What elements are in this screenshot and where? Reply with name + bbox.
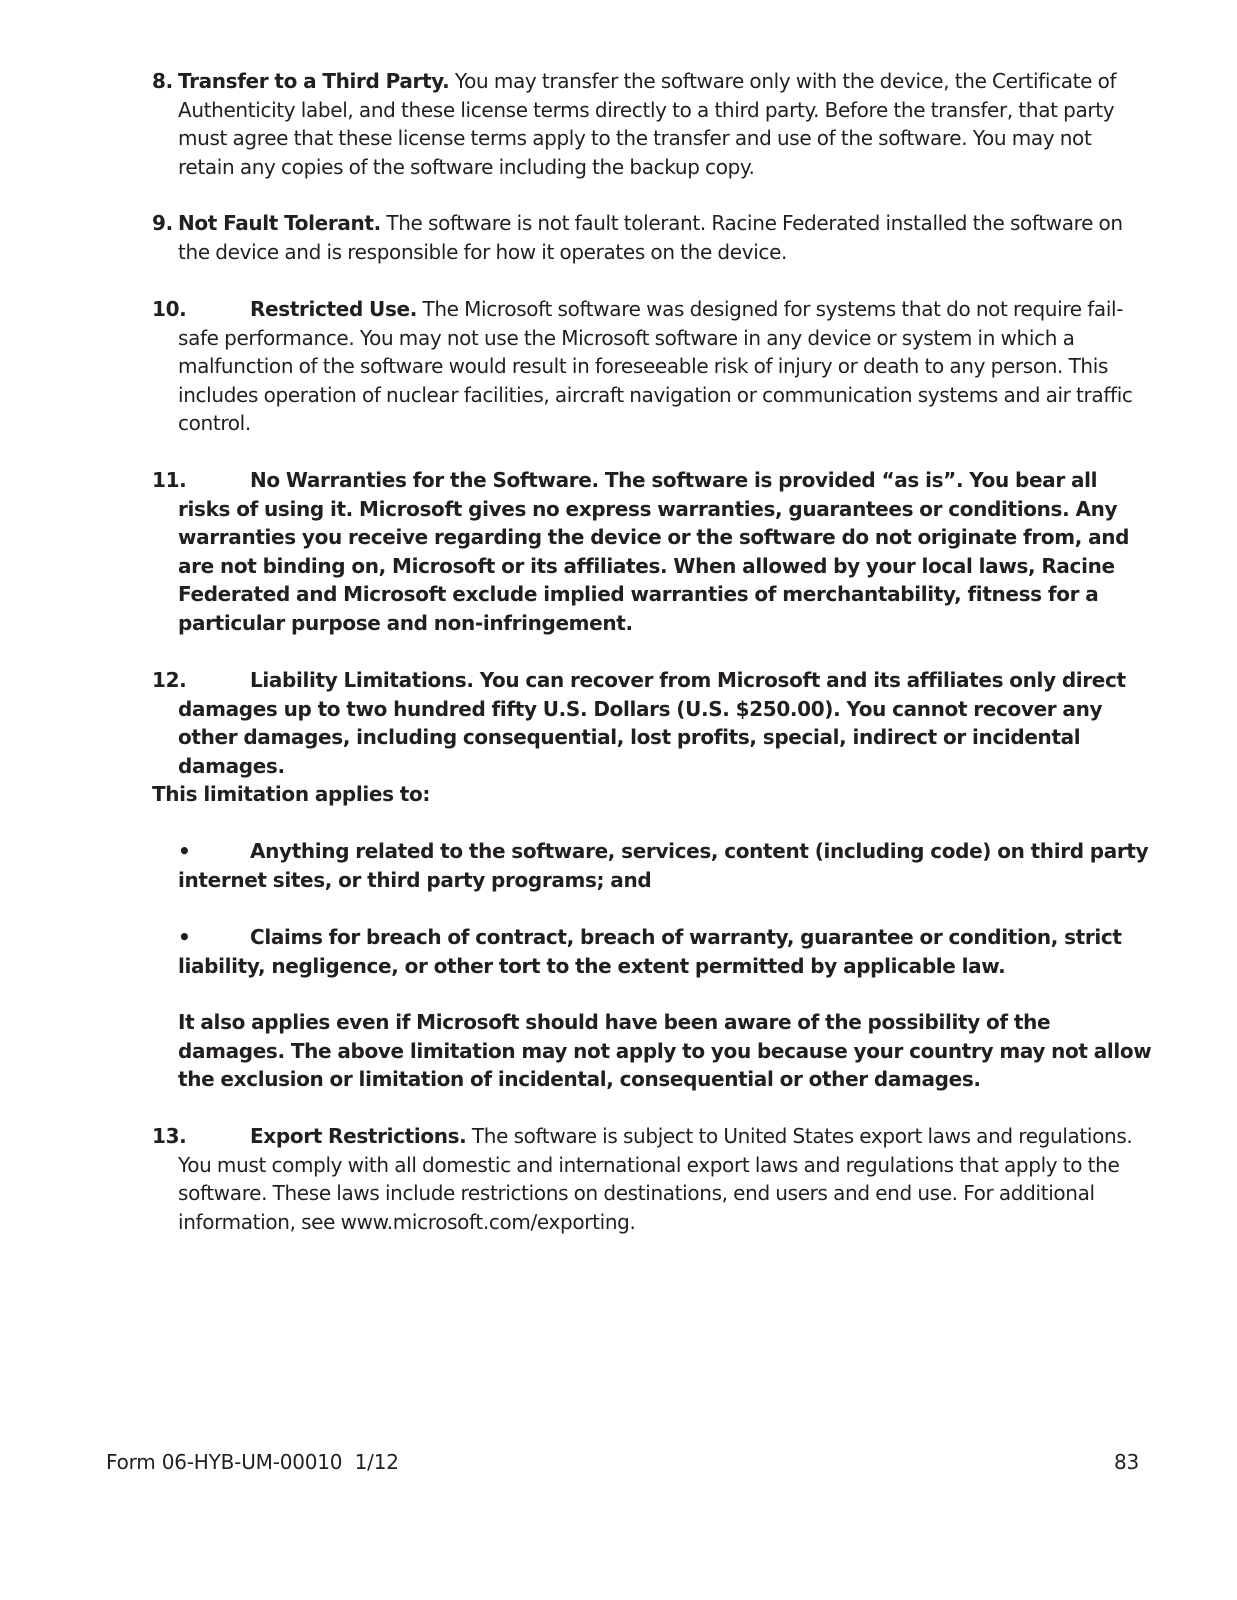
section-text: The software is provided “as is”. You bear all risks of using it. Microsoft gives no express warranties, guarantees or conditions. Any warranties you receive regarding the device or the software do not originate from, and are not binding on, Microsoft or its affiliates. When allowed by your local laws, Racine Federated and Microsoft exclude implied warranties of merchantability, fitness for a particular purpose and non-infringement. (178, 468, 1130, 635)
section-number: 12. (152, 668, 187, 692)
section-number: 11. (152, 468, 187, 492)
also-applies-paragraph: It also applies even if Microsoft should have been aware of the possibility of the damages. The above limitation may not apply to you because your country may not allow the exclusion or limitation of incidental, consequential or other damages. (178, 1010, 1152, 1092)
section-text: The Microsoft software was designed for systems that do not require fail-safe performance. You may not use the Microsoft software in any device or system in which a malfunction of the software would result in foreseeable risk of injury or death to any person. This includes operation of nuclear facilities, aircraft navigation or communication systems and air traffic control. (178, 297, 1133, 436)
form-number: Form 06-HYB-UM-00010 1/12 (106, 1450, 399, 1474)
section-heading: Transfer to a Third Party. (178, 69, 450, 93)
bullet-item-2 (178, 923, 1153, 980)
bullet-icon: • (178, 925, 191, 949)
section-number: 10. (152, 297, 187, 321)
section-text: The software is not fault tolerant. Racine Federated installed the software on the device and is responsible for how it operates on the device. (178, 211, 1123, 264)
limitation-intro: This limitation applies to: (152, 782, 431, 806)
section-10 (152, 295, 1153, 438)
section-heading: Liability Limitations. (250, 668, 474, 692)
section-number: 13. (152, 1124, 187, 1148)
bullet-icon: • (178, 839, 191, 863)
section-13 (152, 1122, 1153, 1236)
section-heading: Restricted Use. (250, 297, 417, 321)
section-number: 9. (152, 211, 173, 235)
section-12 (152, 666, 1153, 780)
section-9 (152, 209, 1153, 266)
section-text: You may transfer the software only with the device, the Certificate of Authenticity label, and these license terms directly to a third party. Before the transfer, that party must agree that these license terms apply to the transfer and use of the software. You may not retain any copies of the software including the backup copy. (178, 69, 1117, 179)
section-heading: Export Restrictions. (250, 1124, 467, 1148)
section-text: The software is subject to United States export laws and regulations. You must comply with all domestic and international export laws and regulations that apply to the software. These laws include restrictions on destinations, end users and end use. For additional information, see www.microsoft.com/exporting. (178, 1124, 1133, 1234)
section-number: 8. (152, 69, 173, 93)
section-text: You can recover from Microsoft and its affiliates only direct damages up to two hundred fifty U.S. Dollars (U.S. $250.00). You cannot recover any other damages, including consequential, lost profits, special, indirect or incidental damages. (178, 668, 1126, 778)
bullet-item-1 (178, 837, 1153, 894)
bullet-text: Anything related to the software, services, content (including code) on third party internet sites, or third party programs; and (178, 839, 1149, 892)
page-number: 83 (1113, 1450, 1139, 1474)
section-11 (152, 466, 1153, 638)
section-heading: Not Fault Tolerant. (178, 211, 381, 235)
bullet-text: Claims for breach of contract, breach of warranty, guarantee or condition, strict liability, negligence, or other tort to the extent permitted by applicable law. (178, 925, 1122, 978)
section-8 (152, 67, 1153, 181)
section-heading: No Warranties for the Software. (250, 468, 599, 492)
